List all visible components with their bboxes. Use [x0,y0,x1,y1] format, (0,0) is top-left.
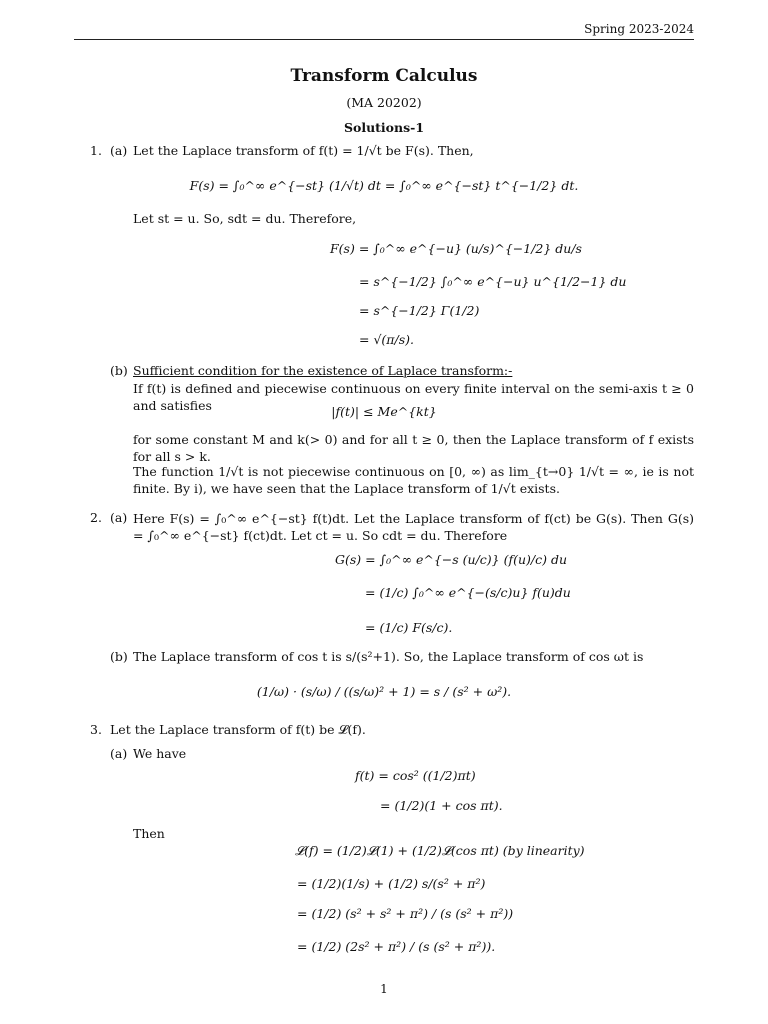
q1b-condition-text: If f(t) is defined and piecewise continuous on every finite interval on the semi-axis t ≥ 0 and satisfies [133,381,694,413]
q1a-substitution: Let st = u. So, sdt = du. Therefore, [133,211,357,226]
q1b-heading: Sufficient condition for the existence of Laplace transform:- [133,363,513,378]
q3-equation-1: 𝓛(f) = (1/2)𝓛(1) + (1/2)𝓛(cos πt) (by linearity) [295,843,585,858]
q3-intro: Let the Laplace transform of f(t) be 𝓛(f). [110,722,366,737]
question-3-number: 3. [90,722,102,737]
course-code: (MA 20202) [346,95,422,110]
q1b-remark-text: The function 1/√t is not piecewise continuous on [0, ∞) as lim_{t→0} 1/√t = ∞, ie is not finite. By i), we have seen that the Laplace transform of 1/√t exists. [133,464,694,496]
q2a-label: (a) [110,510,128,525]
question-2-number: 2. [90,510,102,525]
q1a-label: (a) [110,143,128,158]
q3-equation-3: = (1/2) (s² + s² + π²) / (s (s² + π²)) [297,906,514,921]
question-1-number: 1. [90,143,102,158]
document-subtitle: Solutions-1 [343,120,425,135]
q1a-equation-4: = s^{−1/2} Γ(1/2) [359,303,480,318]
q3a-label: (a) [110,746,128,761]
q2b-equation: (1/ω) · (s/ω) / ((s/ω)² + 1) = s / (s² + ω²). [256,684,512,699]
term-label: Spring 2023-2024 [584,22,694,36]
q2a-equation-2: = (1/c) ∫₀^∞ e^{−(s/c)u} f(u)du [365,585,571,600]
header-divider [74,39,694,40]
page-number: 1 [380,982,388,996]
q1b-label: (b) [110,363,128,378]
document-title: Transform Calculus [290,66,478,86]
q3a-equation-2: = (1/2)(1 + cos πt). [380,798,503,813]
q3-then: Then [133,826,165,841]
q2a-text: Here F(s) = ∫₀^∞ e^{−st} f(t)dt. Let the Laplace transform of f(ct) be G(s). Then G(s) = ∫₀^∞ e^{−st} f(ct)dt. Let ct = u. So cdt = du. Therefore [133,511,694,543]
q1a-equation-3: = s^{−1/2} ∫₀^∞ e^{−u} u^{1/2−1} du [359,274,627,289]
q2a-equation-3: = (1/c) F(s/c). [365,620,453,635]
q1b-conclusion-text: for some constant M and k(> 0) and for all t ≥ 0, then the Laplace transform of f exists for all s > k. [133,432,694,464]
q1b-inequality: |f(t)| ≤ Me^{kt} [331,404,437,419]
q3-equation-2: = (1/2)(1/s) + (1/2) s/(s² + π²) [297,876,486,891]
q1a-equation-1: F(s) = ∫₀^∞ e^{−st} (1/√t) dt = ∫₀^∞ e^{−st} t^{−1/2} dt. [189,178,579,193]
q1a-intro: Let the Laplace transform of f(t) = 1/√t be F(s). Then, [133,143,474,158]
q3-equation-4: = (1/2) (2s² + π²) / (s (s² + π²)). [297,939,496,954]
q1a-equation-2: F(s) = ∫₀^∞ e^{−u} (u/s)^{−1/2} du/s [330,241,582,256]
q3a-equation-1: f(t) = cos² ((1/2)πt) [355,768,476,783]
q1a-equation-5: = √(π/s). [359,332,414,347]
q3a-text: We have [133,746,187,761]
q2b-label: (b) [110,649,128,664]
q2a-equation-1: G(s) = ∫₀^∞ e^{−s (u/c)} (f(u)/c) du [335,552,568,567]
q2b-text: The Laplace transform of cos t is s/(s²+1). So, the Laplace transform of cos ωt is [133,649,644,664]
